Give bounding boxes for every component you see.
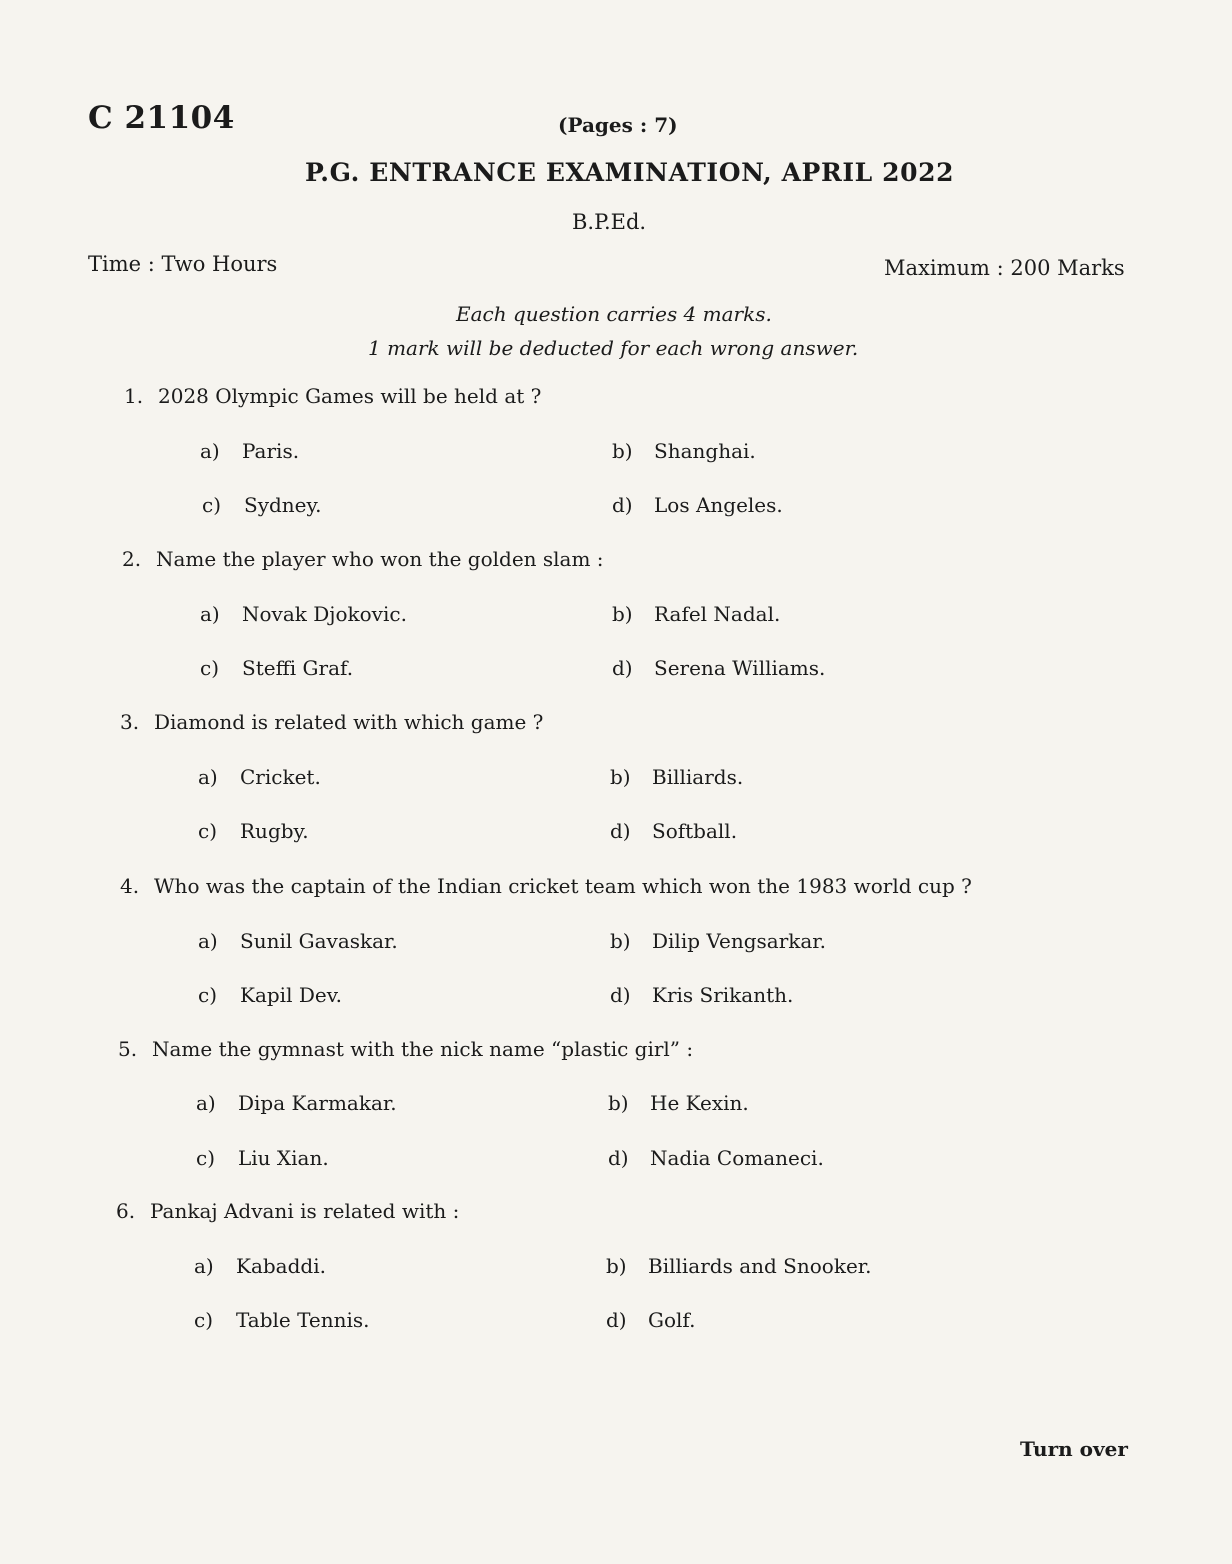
option-label: d) <box>612 493 633 517</box>
option-text: Sunil Gavaskar. <box>240 929 398 953</box>
option-5b <box>608 1091 749 1115</box>
option-text: Kabaddi. <box>236 1254 326 1278</box>
option-text: He Kexin. <box>650 1091 749 1115</box>
option-label: c) <box>198 819 218 843</box>
option-text: Novak Djokovic. <box>242 602 407 626</box>
option-3b <box>610 765 743 789</box>
option-4a <box>198 929 398 953</box>
option-2c <box>200 656 353 680</box>
option-6a <box>194 1254 326 1278</box>
option-text: Rafel Nadal. <box>654 602 781 626</box>
option-text: Table Tennis. <box>236 1308 370 1332</box>
option-label: d) <box>610 983 631 1007</box>
question-5 <box>118 1037 693 1061</box>
instruction-marks: Each question carries 4 marks. <box>456 302 772 326</box>
paper-code: C 21104 <box>88 100 235 136</box>
exam-title: P.G. ENTRANCE EXAMINATION, APRIL 2022 <box>305 158 955 187</box>
option-label: b) <box>610 929 631 953</box>
option-1d <box>612 493 783 517</box>
option-label: d) <box>610 819 631 843</box>
option-1b <box>612 439 756 463</box>
option-label: b) <box>612 439 633 463</box>
option-label: c) <box>196 1146 216 1170</box>
option-label: c) <box>198 983 218 1007</box>
option-label: a) <box>196 1091 216 1115</box>
question-text: Name the player who won the golden slam : <box>156 547 604 571</box>
question-number: 3. <box>120 710 140 734</box>
option-text: Liu Xian. <box>238 1146 329 1170</box>
option-4d <box>610 983 793 1007</box>
option-text: Paris. <box>242 439 300 463</box>
option-text: Shanghai. <box>654 439 756 463</box>
option-label: d) <box>612 656 633 680</box>
question-text: Diamond is related with which game ? <box>154 710 544 734</box>
option-text: Billiards. <box>652 765 744 789</box>
option-2d <box>612 656 825 680</box>
option-text: Dipa Karmakar. <box>238 1091 397 1115</box>
option-label: a) <box>200 439 220 463</box>
option-label: a) <box>200 602 220 626</box>
option-3d <box>610 819 737 843</box>
option-6b <box>606 1254 872 1278</box>
option-3a <box>198 765 321 789</box>
option-label: b) <box>608 1091 629 1115</box>
maximum-marks: Maximum : 200 Marks <box>884 256 1125 280</box>
option-text: Golf. <box>648 1308 696 1332</box>
option-text: Softball. <box>652 819 738 843</box>
option-text: Sydney. <box>244 493 322 517</box>
option-label: c) <box>194 1308 214 1332</box>
option-1a <box>200 439 299 463</box>
option-text: Dilip Vengsarkar. <box>652 929 827 953</box>
option-label: c) <box>200 656 220 680</box>
option-1c <box>202 493 322 517</box>
question-6 <box>116 1199 459 1223</box>
option-text: Los Angeles. <box>654 493 783 517</box>
option-label: d) <box>608 1146 629 1170</box>
question-3 <box>120 710 543 734</box>
turn-over: Turn over <box>1020 1437 1128 1461</box>
option-text: Cricket. <box>240 765 321 789</box>
option-label: a) <box>194 1254 214 1278</box>
option-2b <box>612 602 780 626</box>
time-allowed: Time : Two Hours <box>88 252 278 276</box>
question-number: 6. <box>116 1199 136 1223</box>
question-number: 1. <box>124 384 144 408</box>
option-label: a) <box>198 929 218 953</box>
question-2 <box>122 547 604 571</box>
option-label: b) <box>612 602 633 626</box>
question-number: 5. <box>118 1037 138 1061</box>
question-text: Who was the captain of the Indian cricket team which won the 1983 world cup ? <box>154 874 972 898</box>
option-text: Steffi Graf. <box>242 656 354 680</box>
option-text: Rugby. <box>240 819 309 843</box>
option-5c <box>196 1146 329 1170</box>
course-name: B.P.Ed. <box>572 210 647 234</box>
option-label: b) <box>610 765 631 789</box>
option-label: d) <box>606 1308 627 1332</box>
option-5a <box>196 1091 397 1115</box>
question-4 <box>120 874 972 898</box>
option-text: Nadia Comaneci. <box>650 1146 824 1170</box>
option-text: Kapil Dev. <box>240 983 342 1007</box>
option-6d <box>606 1308 695 1332</box>
option-label: c) <box>202 493 222 517</box>
option-text: Kris Srikanth. <box>652 983 794 1007</box>
option-4b <box>610 929 826 953</box>
option-label: b) <box>606 1254 627 1278</box>
question-text: 2028 Olympic Games will be held at ? <box>158 384 542 408</box>
instruction-negative: 1 mark will be deducted for each wrong answer. <box>368 336 859 360</box>
option-3c <box>198 819 309 843</box>
option-label: a) <box>198 765 218 789</box>
option-2a <box>200 602 407 626</box>
question-text: Name the gymnast with the nick name “plastic girl” : <box>152 1037 694 1061</box>
option-text: Serena Williams. <box>654 656 826 680</box>
option-4c <box>198 983 342 1007</box>
question-number: 4. <box>120 874 140 898</box>
question-number: 2. <box>122 547 142 571</box>
question-1 <box>124 384 541 408</box>
page-count: (Pages : 7) <box>558 113 678 137</box>
option-5d <box>608 1146 824 1170</box>
option-text: Billiards and Snooker. <box>648 1254 872 1278</box>
option-6c <box>194 1308 370 1332</box>
question-text: Pankaj Advani is related with : <box>150 1199 460 1223</box>
